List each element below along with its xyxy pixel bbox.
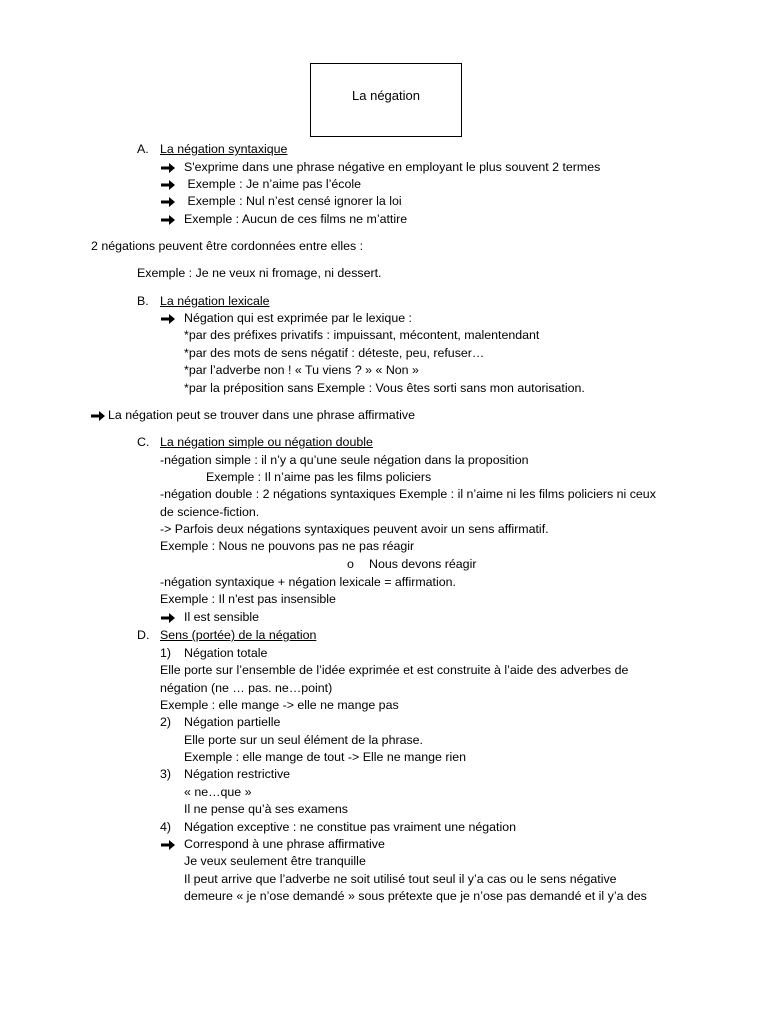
section-b-bullet: Négation qui est exprimée par le lexique : — [184, 311, 412, 325]
section-b-item-4: *par la préposition sans Exemple : Vous êtes sorti sans mon autorisation. — [184, 381, 585, 395]
section-c-line-7: -négation syntaxique + négation lexicale = affirmation. — [160, 575, 456, 589]
section-a-bullet-3: Exemple : Nul n’est censé ignorer la loi — [184, 194, 402, 208]
numbered-marker-3: 3) — [160, 767, 172, 781]
numbered-title-3: Négation restrictive — [184, 767, 291, 781]
section-c-heading: La négation simple ou négation double — [160, 435, 373, 449]
section-c-line-6: Exemple : Nous ne pouvons pas ne pas réagir — [160, 539, 415, 553]
section-c-line-4: de science-fiction. — [160, 505, 260, 519]
numbered-1-line-3: Exemple : elle mange -> elle ne mange pas — [160, 698, 399, 712]
numbered-marker-2: 2) — [160, 715, 172, 729]
numbered-title-2: Négation partielle — [184, 715, 281, 729]
arrow-icon — [161, 612, 175, 624]
section-a-letter: A. — [137, 142, 149, 156]
section-c-line-5: -> Parfois deux négations syntaxiques peuvent avoir un sens affirmatif. — [160, 522, 549, 536]
arrow-icon — [161, 179, 175, 191]
section-a-bullet-1: S'exprime dans une phrase négative en employant le plus souvent 2 termes — [184, 160, 601, 174]
numbered-4-bullet: Correspond à une phrase affirmative — [184, 837, 385, 851]
coordination-example: Exemple : Je ne veux ni fromage, ni dessert. — [137, 266, 382, 280]
section-b-item-2: *par des mots de sens négatif : déteste, peu, refuser… — [184, 346, 485, 360]
o-bullet-marker: o — [347, 557, 354, 571]
numbered-marker-4: 4) — [160, 820, 172, 834]
section-c-arrow-item: Il est sensible — [184, 610, 260, 624]
numbered-3-line-2: Il ne pense qu’à ses examens — [184, 802, 348, 816]
numbered-title-1: Négation totale — [184, 646, 268, 660]
section-c-o-text: Nous devons réagir — [369, 557, 477, 571]
section-a-bullet-4: Exemple : Aucun de ces films ne m’attire — [184, 212, 408, 226]
section-a-heading: La négation syntaxique — [160, 142, 288, 156]
numbered-1-line-2: négation (ne … pas. ne…point) — [160, 681, 333, 695]
numbered-4-line-2: Il peut arrive que l’adverbe ne soit utilisé tout seul il y’a cas ou le sens négative — [184, 872, 617, 886]
affirmative-line: La négation peut se trouver dans une phrase affirmative — [108, 408, 415, 422]
numbered-1-line-1: Elle porte sur l’ensemble de l’idée exprimée et est construite à l’aide des adverbes de — [160, 663, 629, 677]
section-c-letter: C. — [137, 435, 150, 449]
section-a-bullet-2: Exemple : Je n’aime pas l’école — [184, 177, 361, 191]
section-b-item-1: *par des préfixes privatifs : impuissant, mécontent, malentendant — [184, 328, 540, 342]
numbered-title-4: Négation exceptive : ne constitue pas vraiment une négation — [184, 820, 517, 834]
section-d-letter: D. — [137, 628, 150, 642]
coordination-line: 2 négations peuvent être cordonnées entre elles : — [91, 239, 364, 253]
arrow-icon — [91, 410, 105, 422]
section-c-line-3: -négation double : 2 négations syntaxiques Exemple : il n’aime ni les films policiers ni ceux — [160, 487, 656, 501]
numbered-2-line-2: Exemple : elle mange de tout -> Elle ne mange rien — [184, 750, 467, 764]
numbered-4-line-1: Je veux seulement être tranquille — [184, 854, 366, 868]
section-b-heading: La négation lexicale — [160, 294, 270, 308]
numbered-2-line-1: Elle porte sur un seul élément de la phrase. — [184, 733, 424, 747]
arrow-icon — [161, 162, 175, 174]
section-b-item-3: *par l’adverbe non ! « Tu viens ? » « Non » — [184, 363, 419, 377]
arrow-icon — [161, 214, 175, 226]
arrow-icon — [161, 196, 175, 208]
arrow-icon — [161, 313, 175, 325]
section-b-letter: B. — [137, 294, 149, 308]
numbered-4-line-3: demeure « je n’ose demandé » sous prétexte que je n’ose pas demandé et il y’a des — [184, 889, 647, 903]
section-c-line-2: Exemple : Il n’aime pas les films policiers — [206, 470, 432, 484]
section-c-line-8: Exemple : Il n'est pas insensible — [160, 592, 336, 606]
page-title: La négation — [310, 63, 462, 137]
arrow-icon — [161, 839, 175, 851]
numbered-marker-1: 1) — [160, 646, 172, 660]
numbered-3-line-1: « ne…que » — [184, 785, 252, 799]
section-c-line-1: -négation simple : il n’y a qu’une seule négation dans la proposition — [160, 453, 529, 467]
section-d-heading: Sens (portée) de la négation — [160, 628, 317, 642]
